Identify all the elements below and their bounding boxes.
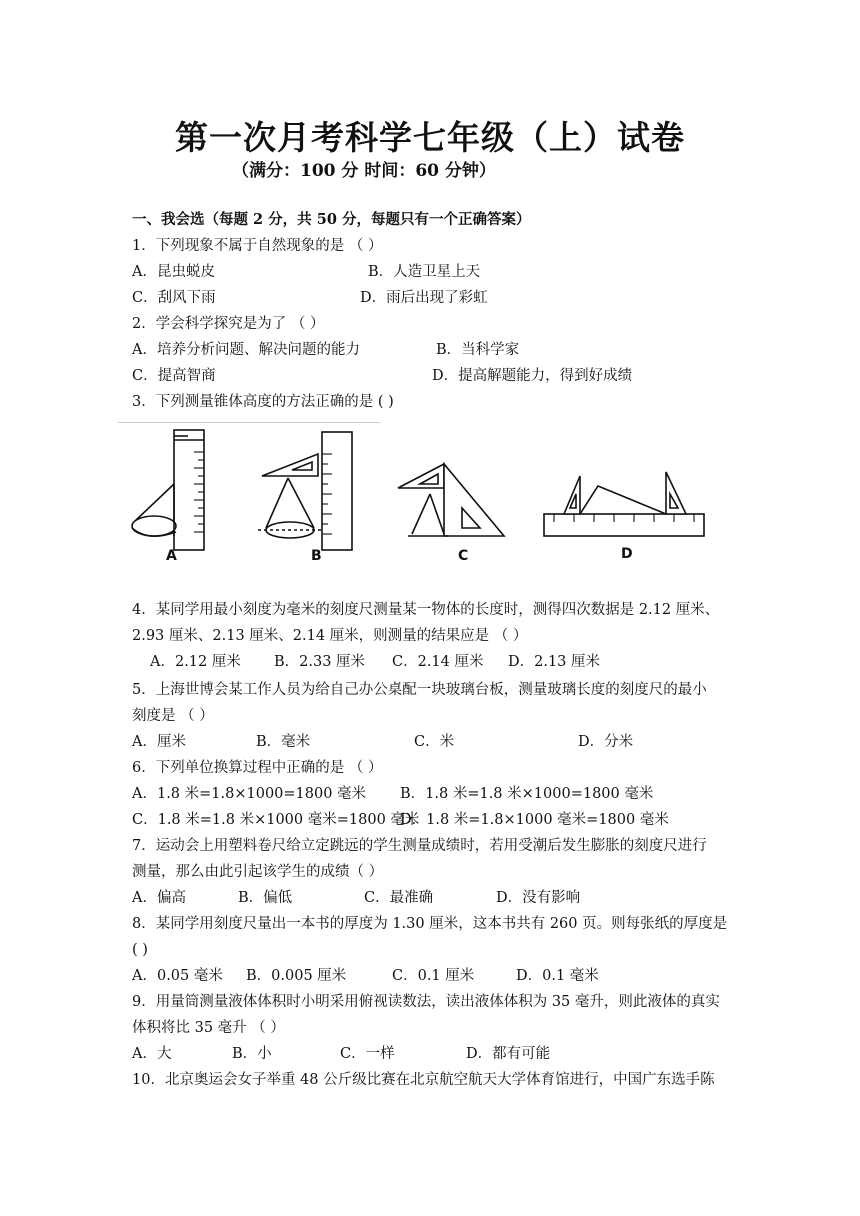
question-6-option-d: D．1.8 米=1.8×1000 毫米=1800 毫米 <box>400 812 669 828</box>
figure-c-drawing <box>398 464 504 536</box>
question-9-option-a: A．大 <box>132 1046 172 1062</box>
question-5-line-2: 刻度是 （ ） <box>132 708 214 724</box>
page-subtitle: （满分：100 分 时间：60 分钟） <box>232 161 496 181</box>
question-4-option-a: A．2.12 厘米 <box>150 654 241 670</box>
question-4-line-1: 4．某同学用最小刻度为毫米的刻度尺测量某一物体的长度时，测得四次数据是 2.12 厘米、 <box>132 602 720 618</box>
question-5-line-1: 5．上海世博会某工作人员为给自己办公桌配一块玻璃台板，测量玻璃长度的刻度尺的最小 <box>132 682 707 698</box>
figure-d-drawing <box>544 472 704 536</box>
question-1-option-a: A．昆虫蜕皮 <box>132 264 215 280</box>
question-8-option-a: A．0.05 毫米 <box>132 968 223 984</box>
question-6-option-a: A．1.8 米=1.8×1000=1800 毫米 <box>132 786 367 802</box>
section-heading: 一、我会选（每题 2 分，共 50 分，每题只有一个正确答案） <box>132 211 531 228</box>
question-7-option-a: A．偏高 <box>132 890 186 906</box>
question-7-line-2: 测量，那么由此引起该学生的成绩（ ） <box>132 864 384 880</box>
question-1-option-b: B．人造卫星上天 <box>368 264 481 280</box>
question-6-option-b: B．1.8 米=1.8 米×1000=1800 毫米 <box>400 786 654 802</box>
question-1-stem: 1．下列现象不属于自然现象的是 （ ） <box>132 238 383 254</box>
question-5-option-d: D．分米 <box>578 734 634 750</box>
question-8-line-1: 8．某同学用刻度尺量出一本书的厚度为 1.30 厘米，这本书共有 260 页。则每张纸的厚度是 <box>132 916 728 932</box>
question-2-option-c: C．提高智商 <box>132 368 216 384</box>
question-7-option-b: B．偏低 <box>238 890 293 906</box>
question-4-option-b: B．2.33 厘米 <box>274 654 366 670</box>
question-8-option-b: B．0.005 厘米 <box>246 968 347 984</box>
question-9-option-d: D．都有可能 <box>466 1046 551 1062</box>
question-10-line-1: 10．北京奥运会女子举重 48 公斤级比赛在北京航空航天大学体育馆进行，中国广东选手陈 <box>132 1072 715 1088</box>
question-2-option-a: A．培养分析问题、解决问题的能力 <box>132 342 360 358</box>
question-8-line-2: ( ) <box>132 942 148 958</box>
figure-label-a: A <box>166 548 177 564</box>
question-1-option-c: C．刮风下雨 <box>132 290 216 306</box>
question-9-option-c: C．一样 <box>340 1046 395 1062</box>
question-8-option-c: C．0.1 厘米 <box>392 968 475 984</box>
question-8-option-d: D．0.1 毫米 <box>516 968 599 984</box>
question-4-option-c: C．2.14 厘米 <box>392 654 484 670</box>
figure-label-d: D <box>621 546 633 562</box>
figure-top-divider <box>118 422 380 423</box>
figure-a-drawing <box>132 430 204 550</box>
question-4-line-2: 2.93 厘米、2.13 厘米、2.14 厘米，则测量的结果应是 （ ） <box>132 628 528 644</box>
page-title: 第一次月考科学七年级（上）试卷 <box>175 118 685 157</box>
question-7-line-1: 7．运动会上用塑料卷尺给立定跳远的学生测量成绩时，若用受潮后发生膨胀的刻度尺进行 <box>132 838 707 854</box>
question-9-line-2: 体积将比 35 毫升 （ ） <box>132 1020 285 1036</box>
question-6-stem: 6．下列单位换算过程中正确的是 （ ） <box>132 760 383 776</box>
question-5-option-a: A．厘米 <box>132 734 186 750</box>
question-1-option-d: D．雨后出现了彩虹 <box>360 290 488 306</box>
question-2-stem: 2．学会科学探究是为了 （ ） <box>132 316 325 332</box>
question-9-option-b: B．小 <box>232 1046 272 1062</box>
question-6-option-c: C．1.8 米=1.8 米×1000 毫米=1800 毫米 <box>132 812 420 828</box>
figure-b-drawing <box>258 432 352 550</box>
figure-label-b: B <box>311 548 322 564</box>
question-7-option-d: D．没有影响 <box>496 890 581 906</box>
question-7-option-c: C．最准确 <box>364 890 434 906</box>
question-2-option-b: B．当科学家 <box>436 342 520 358</box>
question-5-option-b: B．毫米 <box>256 734 311 750</box>
question-3-stem: 3．下列测量锥体高度的方法正确的是 ( ) <box>132 394 394 410</box>
figure-label-c: C <box>458 548 469 564</box>
question-2-option-d: D．提高解题能力，得到好成绩 <box>432 368 633 384</box>
question-9-line-1: 9．用量筒测量液体体积时小明采用俯视读数法，读出液体体积为 35 毫升，则此液体的真实 <box>132 994 720 1010</box>
question-5-option-c: C．米 <box>414 734 455 750</box>
question-4-option-d: D．2.13 厘米 <box>508 654 601 670</box>
